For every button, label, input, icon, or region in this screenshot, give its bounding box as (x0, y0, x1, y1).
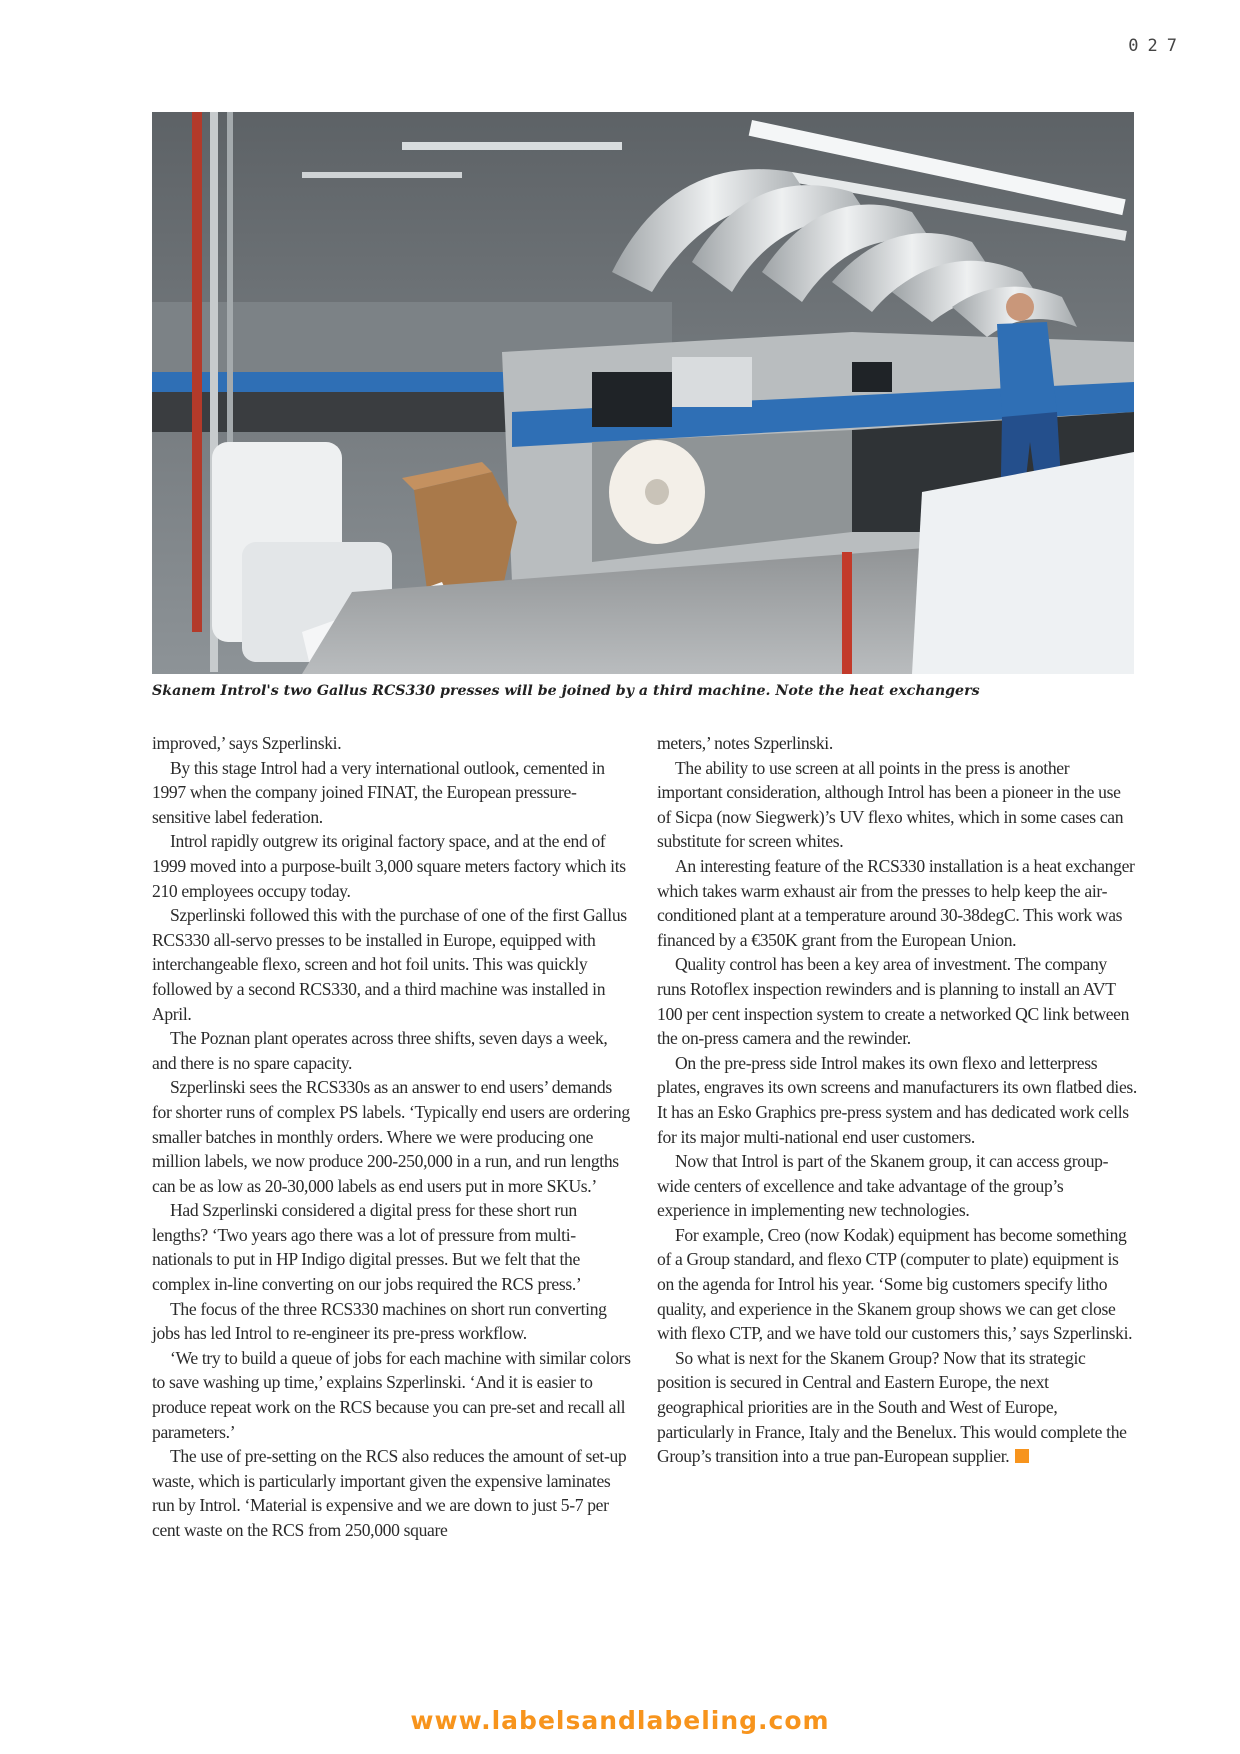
paragraph: Szperlinski followed this with the purchase of one of the first Gallus RCS330 all-servo presses to be installed in Europe, equipped with interchangeable flexo, screen and hot foil units. This was quickly followed by a second RCS330, and a third machine was installed in April. (152, 905, 627, 1024)
paragraph: Had Szperlinski considered a digital press for these short run lengths? ‘Two years ago there was a lot of pressure from multi-nationals to put in HP Indigo digital presses. But we felt that the complex in-line converting on our jobs required the RCS press.’ (152, 1200, 582, 1295)
footer-website-link[interactable]: www.labelsandlabeling.com (410, 1706, 830, 1735)
page-number: 027 (1128, 36, 1186, 56)
paragraph: On the pre-press side Introl makes its own flexo and letterpress plates, engraves its own screens and manufacturers its own flatbed dies. It has an Esko Graphics pre-press system and has dedicated work cells for its major multi-national end user customers. (657, 1052, 1137, 1147)
paragraph: Szperlinski sees the RCS330s as an answer to end users’ demands for shorter runs of complex PS labels. ‘Typically end users are ordering smaller batches in monthly orders. Where we were producing one million labels, we now produce 200-250,000 in a run, and run lengths can be as low as 20-30,000 labels as end users put in more SKUs.’ (152, 1077, 630, 1196)
paragraph: An interesting feature of the RCS330 installation is a heat exchanger which takes warm exhaust air from the presses to help keep the air- conditioned plant at a temperature around 30-38degC. This work was financed by a €350K grant from the European Union. (657, 855, 1135, 950)
paragraph: Now that Introl is part of the Skanem group, it can access group-wide centers of excellence and take advantage of the group’s experience in implementing new technologies. (657, 1151, 1109, 1221)
body-column-left (152, 731, 632, 1543)
paragraph: meters,’ notes Szperlinski. (657, 733, 833, 753)
paragraph: Quality control has been a key area of investment. The company runs Rotoflex inspection rewinders and is planning to install an AVT 100 per cent inspection system to create a networked QC link between the on-press camera and the rewinder. (657, 954, 1130, 1049)
paragraph: The focus of the three RCS330 machines on short run converting jobs has led Introl to re-engineer its pre-press workflow. (152, 1298, 607, 1344)
paragraph: The Poznan plant operates across three shifts, seven days a week, and there is no spare capacity. (152, 1028, 608, 1073)
body-column-right (657, 731, 1137, 1469)
paragraph: For example, Creo (now Kodak) equipment has become something of a Group standard, and flexo CTP (computer to plate) equipment is on the agenda for Introl his year. ‘Some big customers specify litho quality, and experience in the Skanem group shows we can get close with flexo CTP, and we have told our customers this,’ says Szperlinski. (657, 1224, 1133, 1344)
photo-caption: Skanem Introl's two Gallus RCS330 presses will be joined by a third machine. Note the heat exchangers (152, 683, 980, 699)
paragraph: improved,’ says Szperlinski. (152, 733, 342, 753)
end-of-article-square-icon (1015, 1449, 1029, 1463)
press-hall-photo (152, 112, 1134, 674)
paragraph-final-text: So what is next for the Skanem Group? Now that its strategic position is secured in Central and Eastern Europe, the next geographical priorities are in the South and West of Europe, particularly in France, Italy and the Benelux. This would complete the Group’s transition into a true pan-European supplier. (657, 1347, 1127, 1467)
paragraph: Introl rapidly outgrew its original factory space, and at the end of 1999 moved into a purpose-built 3,000 square meters factory which its 210 employees occupy today. (152, 831, 626, 901)
paragraph: The use of pre-setting on the RCS also reduces the amount of set-up waste, which is particularly important given the expensive laminates run by Introl. ‘Material is expensive and we are down to just 5-7 per cent waste on the RCS from 250,000 square (152, 1446, 627, 1540)
paragraph-final (657, 1346, 1137, 1469)
paragraph: The ability to use screen at all points in the press is another important consideration, although Introl has been a pioneer in the use of Sicpa (now Siegwerk)’s UV flexo whites, which in some cases can substitute for screen whites. (657, 757, 1124, 852)
paragraph: ‘We try to build a queue of jobs for each machine with similar colors to save washing up time,’ explains Szperlinski. ‘And it is easier to produce repeat work on the RCS because you can pre-set and recall all parameters.’ (152, 1347, 631, 1442)
paragraph: By this stage Introl had a very international outlook, cemented in 1997 when the company joined FINAT, the European pressure-sensitive label federation. (152, 757, 605, 827)
